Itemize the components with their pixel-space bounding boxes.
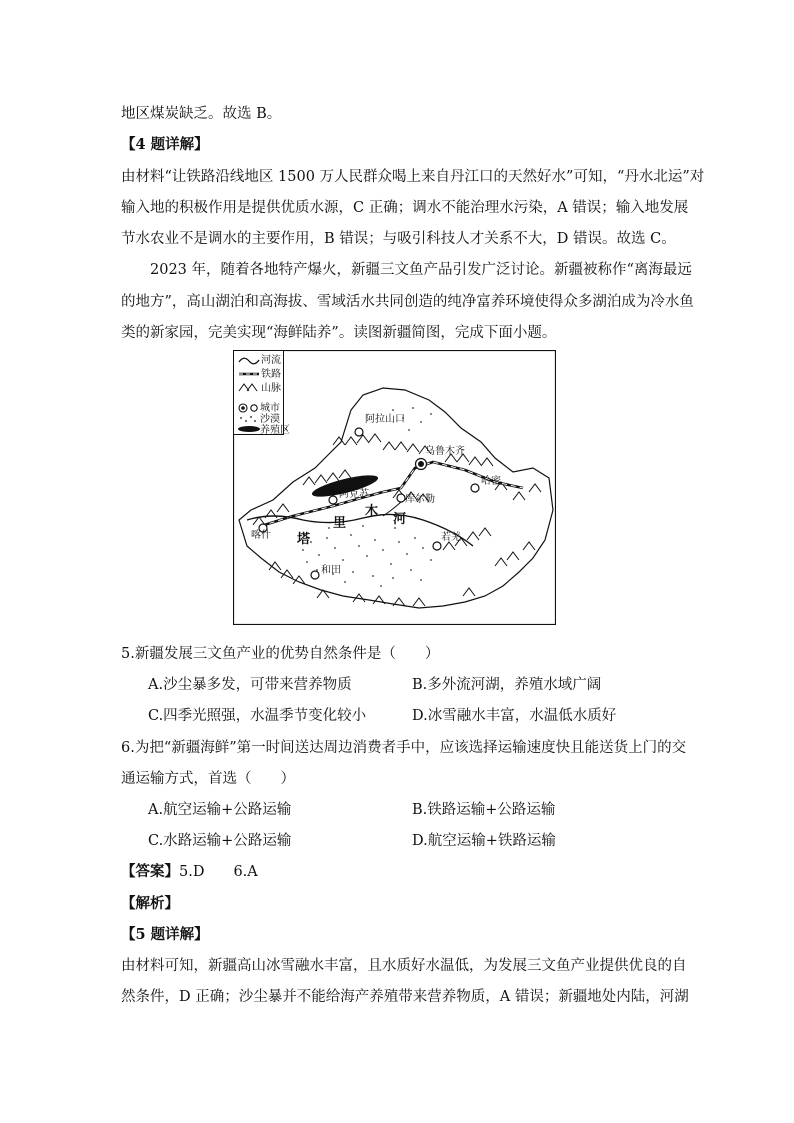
legend-label-desert: 沙漠: [260, 414, 280, 425]
q6-option-d: D.航空运输+铁路运输: [412, 833, 556, 849]
legend-label-mountain: 山脉: [261, 383, 281, 394]
q5-option-c: C.四季光照强，水温季节变化较小: [148, 708, 367, 724]
intro-line: 地区煤炭缺乏。故选 B。: [121, 106, 282, 122]
q4-line-2: 输入地的积极作用是提供优质水源，C 正确；调水不能治理水污染，A 错误；输入地发展: [121, 200, 689, 216]
xinjiang-map: [233, 350, 556, 625]
q6-stem-line-2: 通运输方式，首选（ ）: [121, 771, 295, 787]
q5-option-d: D.冰雪融水丰富，水温低水质好: [412, 708, 617, 724]
material-line-3: 类的新家园，完美实现“海鲜陆养”。读图新疆简图，完成下面小题。: [121, 325, 557, 341]
q5-option-b: B.多外流河湖，养殖水域广阔: [412, 677, 602, 693]
basin-label-he: 河: [393, 512, 407, 527]
city-label-aksu: 阿克苏: [339, 489, 369, 500]
material-line-2: 的地方”，高山湖泊和高海拔、雪域活水共同创造的纯净富养环境使得众多湖泊成为冷水鱼: [121, 294, 694, 310]
q5-stem: 5.新疆发展三文鱼产业的优势自然条件是（ ）: [121, 646, 440, 662]
material-line-1: 2023 年，随着各地特产爆火，新疆三文鱼产品引发广泛讨论。新疆被称作“离海最远: [150, 262, 692, 278]
answer-text: 5.D 6.A: [179, 864, 258, 880]
basin-label-ta: 塔: [297, 532, 311, 547]
q6-option-b: B.铁路运输+公路运输: [412, 802, 556, 818]
legend-breeding-icon: [238, 426, 260, 432]
map-legend: [234, 351, 291, 437]
basin-label-mu: 木: [365, 504, 379, 519]
q4-line-3: 节水农业不是调水的主要作用，B 错误；与吸引科技人才关系不大，D 错误。故选 C。: [121, 231, 676, 247]
legend-label-railway: 铁路: [261, 369, 281, 380]
legend-label-city: 城市: [260, 403, 280, 414]
legend-label-breeding: 养殖区: [260, 425, 290, 436]
q5-heading: 【5 题详解】: [121, 926, 209, 943]
city-label-kashgar: 喀什: [251, 530, 271, 541]
analysis-label: 【解析】: [121, 895, 179, 912]
basin-label-li: 里: [333, 516, 347, 531]
q4-heading: 【4 题详解】: [121, 136, 209, 153]
legend-label-river: 河流: [261, 355, 281, 366]
q5-explain-line-1: 由材料可知，新疆高山冰雪融水丰富，且水质好水温低，为发展三文鱼产业提供优良的自: [121, 958, 687, 974]
q5-explain-line-2: 然条件，D 正确；沙尘暴并不能给海产养殖带来营养物质，A 错误；新疆地处内陆，河湖: [121, 989, 689, 1005]
q6-option-a: A.航空运输+公路运输: [148, 802, 292, 818]
answer-line: [121, 862, 681, 882]
city-label-korla: 库尔勒: [405, 494, 435, 505]
q6-option-c: C.水路运输+公路运输: [148, 833, 292, 849]
answer-label: 【答案】: [121, 863, 179, 880]
legend-city-icon: [251, 405, 257, 411]
city-label-alashankou: 阿拉山口: [365, 414, 405, 425]
city-label-hami: 哈密: [481, 476, 501, 487]
q5-option-a: A.沙尘暴多发，可带来营养物质: [148, 677, 352, 693]
city-label-ruoqiang: 若羌: [441, 532, 461, 543]
q6-stem-line-1: 6.为把“新疆海鲜”第一时间送达周边消费者手中，应该选择运输速度快且能送货上门的交: [121, 740, 687, 756]
q4-line-1: 由材料“让铁路沿线地区 1500 万人民群众喝上来自丹江口的天然好水”可知，“丹水北运”对: [121, 169, 705, 185]
city-label-hotan: 和田: [321, 565, 341, 576]
city-label-urumqi: 乌鲁木齐: [425, 446, 465, 457]
